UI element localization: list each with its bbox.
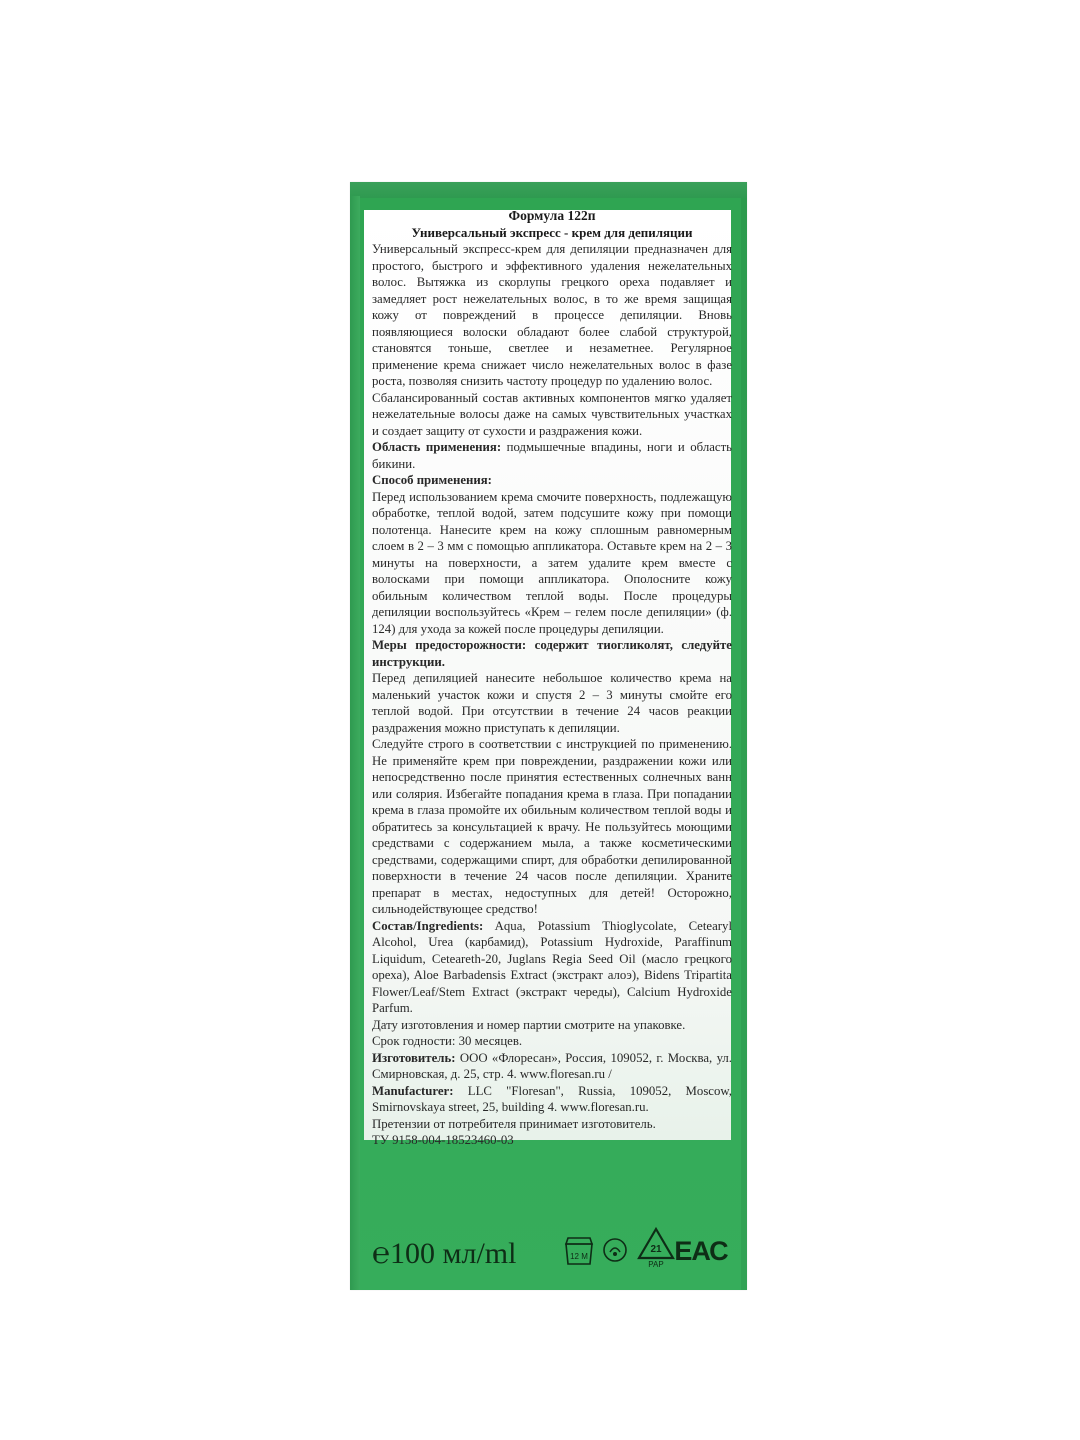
formula-title: Формула 122п xyxy=(508,208,596,223)
application-area xyxy=(372,439,732,472)
precautions-paragraph-1: Перед депиляцией нанесите небольшое количество крема на маленький участок кожи и спустя 2 – 3 минуты смойте его теплой водой. При отсутствии в течение 24 часов реакции раздражения можно приступать к депиляции. xyxy=(372,671,732,735)
ingredients-text: Aqua, Potassium Thioglycolate, Cetearyl Alcohol, Urea (карбамид), Potassium Hydroxide, Paraffinum Liquidum, Ceteareth-20, Juglans Regia Seed Oil (масло грецкого ореха), Aloe Barbadensis Extract (экстракт алоэ), Bidens Tripartita Flower/Leaf/Stem Extract (экстракт череды), Calcium Hydroxide Parfum. xyxy=(372,918,732,1015)
shelf-life: Срок годности: 30 месяцев. xyxy=(372,1034,523,1048)
product-box xyxy=(350,182,747,1290)
application-area-label: Область применения: xyxy=(372,440,502,454)
application-area-text: подмышечные впадины, ноги и область бикини. xyxy=(372,440,732,471)
maker xyxy=(372,1050,732,1083)
claims: Претензии от потребителя принимает изготовитель. xyxy=(372,1116,656,1131)
recycle-sub-text: PAP xyxy=(648,1260,664,1269)
usage-label: Способ применения: xyxy=(372,473,492,487)
precautions-paragraph-2: Следуйте строго в соответствии с инструкцией по применению. Не применяйте крем при повреждении, раздражении кожи или непосредственно после принятия естественных солнечных ванн или солярия. Избегайте попадания крема в глаза. При попадании крема в глаза промойте их обильным количеством теплой воды и обратитесь за консультацией к врачу. Не пользуйтесь моющими средствами с содержанием мыла, а также косметическими средствами, содержащими спирт, для обработки депилированной поверхности в течение 24 часов после депиляции. Храните препарат в местах, недоступных для детей! Осторожно, сильнодействующее средство! xyxy=(372,737,732,916)
maker-label: Изготовитель: xyxy=(372,1050,456,1065)
jar-pao-icon xyxy=(562,1232,596,1268)
hand-book-icon xyxy=(600,1234,630,1266)
tu-code: ТУ 9158-004-18523460-03 xyxy=(372,1133,514,1147)
manufacturer-label: Manufacturer: xyxy=(372,1083,454,1098)
description-paragraph-2: Сбалансированный состав активных компонентов мягко удаляет нежелательные волосы даже на самых чувствительных участках и создает защиту от сухости и раздражения кожи. xyxy=(372,390,732,438)
ingredients xyxy=(372,918,732,1017)
recycle-code-text: 21 xyxy=(650,1244,662,1255)
description-paragraph-1: Универсальный экспресс-крем для депиляции предназначен для простого, быстрого и эффективного удаления нежелательных волос. Вытяжка из скорлупы грецкого ореха подавляет и замедляет рост нежелательных волос, в то же время защищая кожу от повреждений в процессе депиляции. Вновь появляющиеся волоски обладают более слабой структурой, становятся тоньше, светлее и незаметнее. Регулярное применение крема снижает число нежелательных волос в фазе роста, позволяя снизить частоту процедур по удалению волос. xyxy=(372,242,732,388)
pao-text: 12 M xyxy=(570,1252,588,1261)
panel-shade xyxy=(741,190,747,1290)
box-top-edge xyxy=(350,182,747,198)
eac-mark-icon xyxy=(674,1232,728,1266)
volume-label: ℮100 мл/ml xyxy=(372,1237,517,1270)
batch-info: Дату изготовления и номер партии смотрите на упаковке. xyxy=(372,1017,686,1032)
manufacturer xyxy=(372,1083,732,1116)
product-title: Универсальный экспресс - крем для депиляции xyxy=(411,224,693,240)
label-text xyxy=(372,208,732,1149)
eac-text: ЕАС xyxy=(674,1236,728,1266)
recycle-21-pap-icon xyxy=(636,1226,676,1270)
maker-text: ООО «Флоресан», Россия, 109052, г. Москва, ул. Смирновская, д. 25, стр. 4. www.floresan.ru / xyxy=(372,1050,732,1081)
usage-text: Перед использованием крема смочите поверхность, подлежащую обработке, теплой водой, затем подсушите кожу при помощи полотенца. Нанесите крем на кожу сплошным равномерным слоем в 2 – 3 мм с помощью аппликатора. Оставьте крем на 2 – 3 минуты на поверхности, а затем удалите крем вместе с волосками при помощи аппликатора. Ополосните кожу обильным количеством теплой воды. После процедуры депиляции воспользуйтесь «Крем – гелем после депиляции» (ф. 124) для ухода за кожей после процедуры депиляции. xyxy=(372,489,732,636)
precautions-label: Меры предосторожности: содержит тиогликолят, следуйте инструкции. xyxy=(372,638,732,669)
certification-icons xyxy=(560,1226,728,1274)
manufacturer-text: LLC "Floresan", Russia, 109052, Moscow, Smirnovskaya street, 25, building 4. www.floresan.ru. xyxy=(372,1083,732,1114)
ingredients-label: Состав/Ingredients: xyxy=(372,918,484,933)
box-side-edge xyxy=(350,196,360,1290)
